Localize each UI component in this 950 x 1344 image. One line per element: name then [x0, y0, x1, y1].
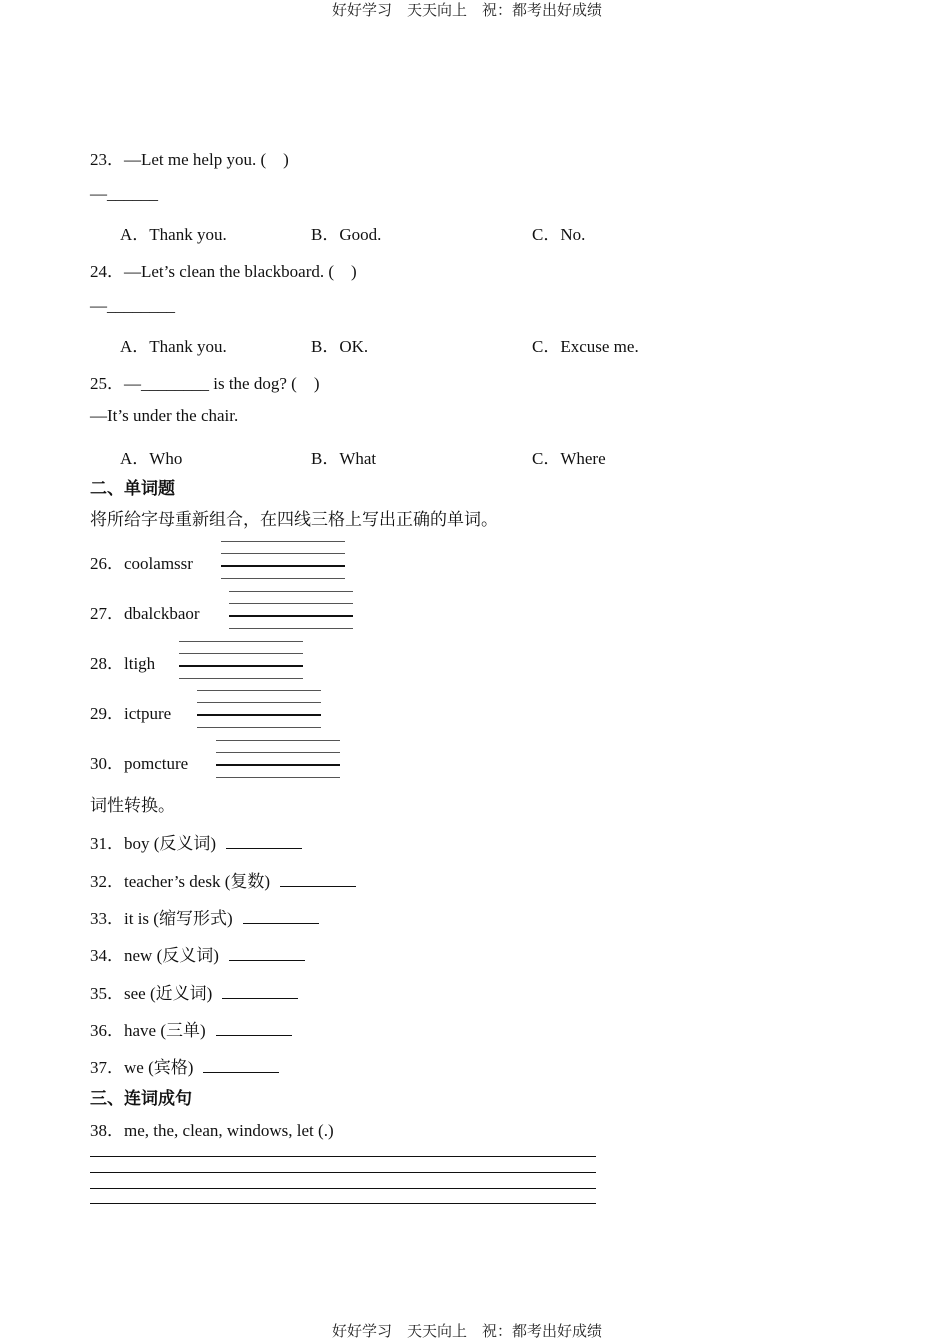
response-24: —________: [90, 296, 175, 315]
option-25-c: C．Where: [532, 449, 606, 468]
answer-blank[interactable]: [243, 909, 319, 924]
word-item-28: 28．ltigh: [90, 654, 156, 673]
wordform-item-31: [90, 829, 302, 854]
answer-blank[interactable]: [203, 1058, 279, 1073]
section-title-2: 二、单词题: [90, 479, 175, 499]
answer-blank[interactable]: [280, 872, 356, 887]
word-item-30: 30．pomcture: [90, 754, 189, 773]
wordform-instruction: 词性转换。: [90, 796, 175, 816]
page-header: 好好学习 天天向上 祝：都考出好成绩: [332, 1, 603, 19]
section-2-instruction: 将所给字母重新组合，在四线三格上写出正确的单词。: [90, 510, 498, 530]
sentence-item-38: 38．me, the, clean, windows, let (.): [90, 1121, 334, 1140]
wordform-item-32: [90, 867, 356, 892]
wordform-label: 31．boy (反义词): [90, 834, 217, 853]
word-item-27: 27．dbalckbaor: [90, 604, 200, 623]
response-25: —It’s under the chair.: [90, 406, 239, 425]
option-24-c: C．Excuse me.: [532, 337, 639, 356]
section-title-3: 三、连词成句: [90, 1089, 192, 1109]
word-item-26: 26．coolamssr: [90, 554, 193, 573]
answer-blank[interactable]: [226, 834, 302, 849]
response-23: —______: [90, 184, 158, 203]
word-item-29: 29．ictpure: [90, 704, 172, 723]
four-line-grid-26[interactable]: [221, 541, 345, 579]
wordform-item-34: [90, 941, 305, 966]
four-line-grid-28[interactable]: [179, 641, 303, 679]
wordform-item-35: [90, 979, 298, 1004]
answer-blank[interactable]: [222, 984, 298, 999]
wordform-label: 34．new (反义词): [90, 946, 219, 965]
option-25-b: B．What: [311, 449, 377, 468]
wordform-label: 33．it is (缩写形式): [90, 909, 233, 928]
option-24-b: B．OK.: [311, 337, 369, 356]
wordform-label: 32．teacher’s desk (复数): [90, 872, 271, 891]
option-25-a: A．Who: [120, 449, 183, 468]
option-23-c: C．No.: [532, 225, 586, 244]
four-line-grid-30[interactable]: [216, 740, 340, 778]
question-23: 23．—Let me help you. ( ): [90, 150, 289, 169]
wordform-label: 35．see (近义词): [90, 984, 213, 1003]
wordform-label: 37．we (宾格): [90, 1058, 194, 1077]
wordform-item-37: [90, 1053, 279, 1078]
question-24: 24．—Let’s clean the blackboard. ( ): [90, 262, 357, 281]
four-line-grid-29[interactable]: [197, 690, 321, 728]
four-line-grid-27[interactable]: [229, 591, 353, 629]
question-25: 25．—________ is the dog? ( ): [90, 374, 320, 393]
page-footer: 好好学习 天天向上 祝：都考出好成绩: [332, 1322, 603, 1340]
answer-blank[interactable]: [229, 946, 305, 961]
wordform-item-36: [90, 1016, 292, 1041]
sentence-answer-lines[interactable]: [90, 1156, 596, 1206]
wordform-item-33: [90, 904, 319, 929]
option-23-b: B．Good.: [311, 225, 382, 244]
wordform-label: 36．have (三单): [90, 1021, 206, 1040]
answer-blank[interactable]: [216, 1021, 292, 1036]
option-23-a: A．Thank you.: [120, 225, 227, 244]
option-24-a: A．Thank you.: [120, 337, 227, 356]
